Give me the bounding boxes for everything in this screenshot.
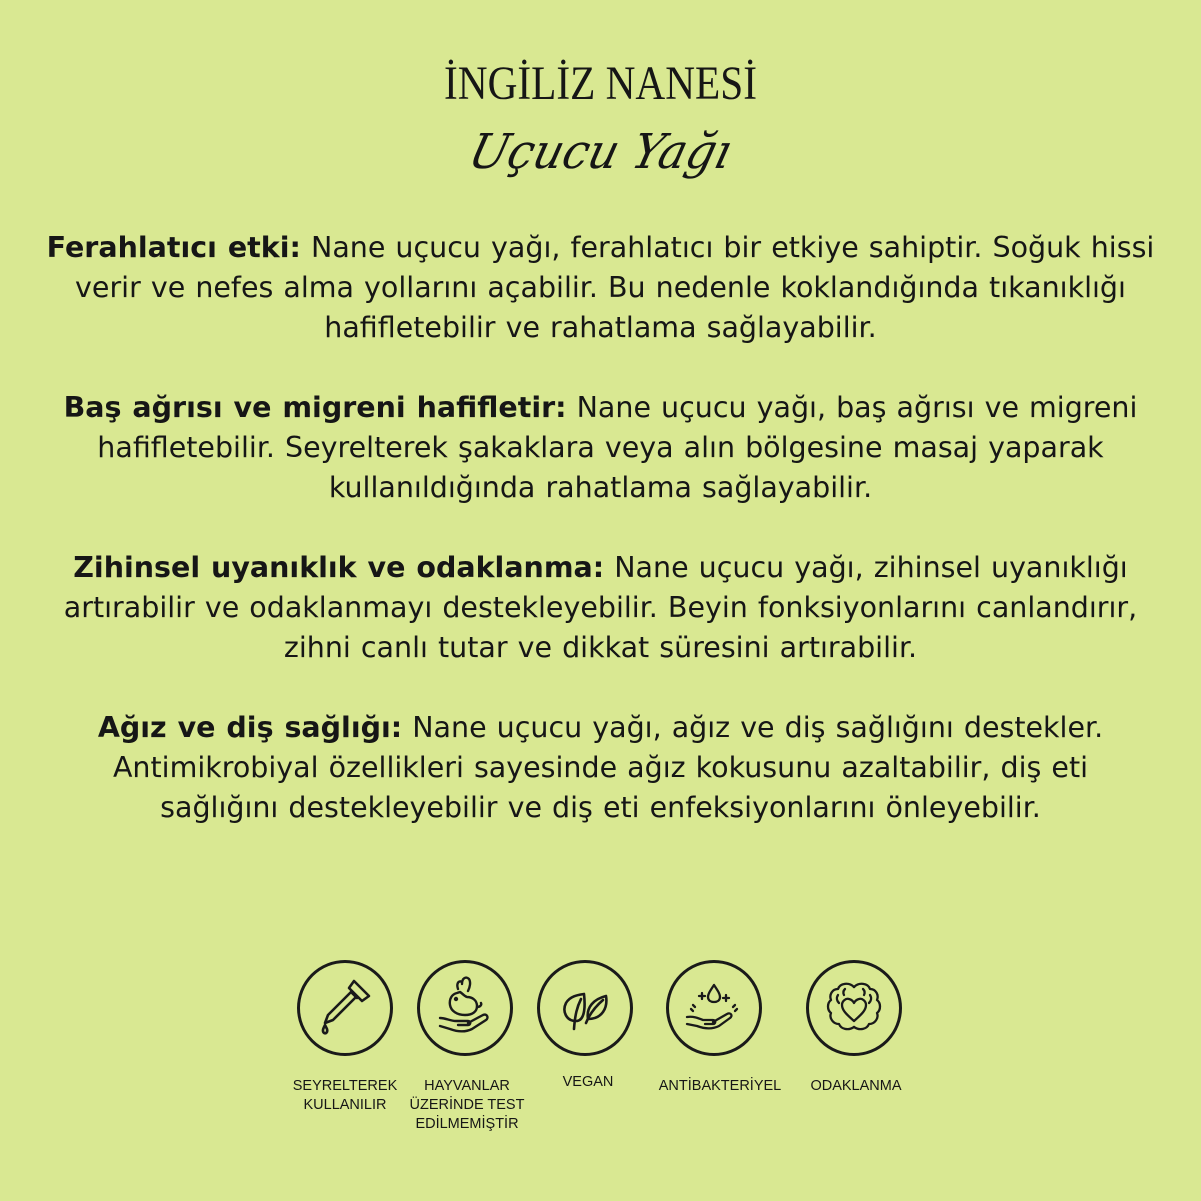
hand-drops-icon	[666, 960, 762, 1056]
benefit-text: Nane uçucu yağı, ağız ve diş sağlığını destekler. Antimikrobiyal özellikleri sayesinde ağız kokusunu azaltabilir, diş eti sağlığını destekleyebilir ve diş eti enfeksiyonlarını önleyebilir.	[112, 711, 1104, 824]
page-subtitle: Uçucu Yağı	[463, 124, 738, 180]
page-title: İNGİLİZ NANESİ	[444, 57, 757, 110]
benefit-section	[40, 228, 1161, 348]
icon-label: VEGAN	[562, 1074, 614, 1090]
benefit-heading: Zihinsel uyanıklık ve odaklanma:	[73, 551, 605, 584]
benefit-text: Nane uçucu yağı, zihinsel uyanıklığı artırabilir ve odaklanmayı destekleyebilir. Beyin fonksiyonlarını canlandırır, zihni canlı tutar ve dikkat süresini artırabilir.	[63, 551, 1138, 664]
benefit-text: Nane uçucu yağı, ferahlatıcı bir etkiye sahiptir. Soğuk hissi verir ve nefes alma yollarını açabilir. Bu nedenle koklandığında tıkanıklığı hafifletebilir ve rahatlama sağlayabilir.	[75, 231, 1155, 344]
icon-label: HAYVANLAR ÜZERİNDE TEST EDİLMEMİŞTİR	[409, 1078, 525, 1132]
benefit-heading: Ağız ve diş sağlığı:	[97, 711, 403, 744]
benefit-section	[60, 708, 1141, 828]
icon-label: ANTİBAKTERİYEL	[658, 1078, 782, 1094]
dropper-icon	[297, 960, 393, 1056]
benefits-list	[40, 228, 1161, 828]
rabbit-hand-icon	[417, 960, 513, 1056]
feature-icons	[0, 960, 1201, 1160]
benefit-section	[50, 548, 1151, 668]
brain-heart-icon	[806, 960, 902, 1056]
icon-label: ODAKLANMA	[810, 1078, 902, 1094]
benefit-text: Nane uçucu yağı, baş ağrısı ve migreni hafifletebilir. Seyrelterek şakaklara veya alın bölgesine masaj yaparak kullanıldığında rahatlama sağlayabilir.	[97, 391, 1138, 504]
leaf-icon	[537, 960, 633, 1056]
benefit-heading: Baş ağrısı ve migreni hafifletir:	[63, 391, 567, 424]
benefit-heading: Ferahlatıcı etki:	[46, 231, 301, 264]
benefit-section	[55, 388, 1146, 508]
icon-label: SEYRELTEREK KULLANILIR	[292, 1078, 398, 1113]
